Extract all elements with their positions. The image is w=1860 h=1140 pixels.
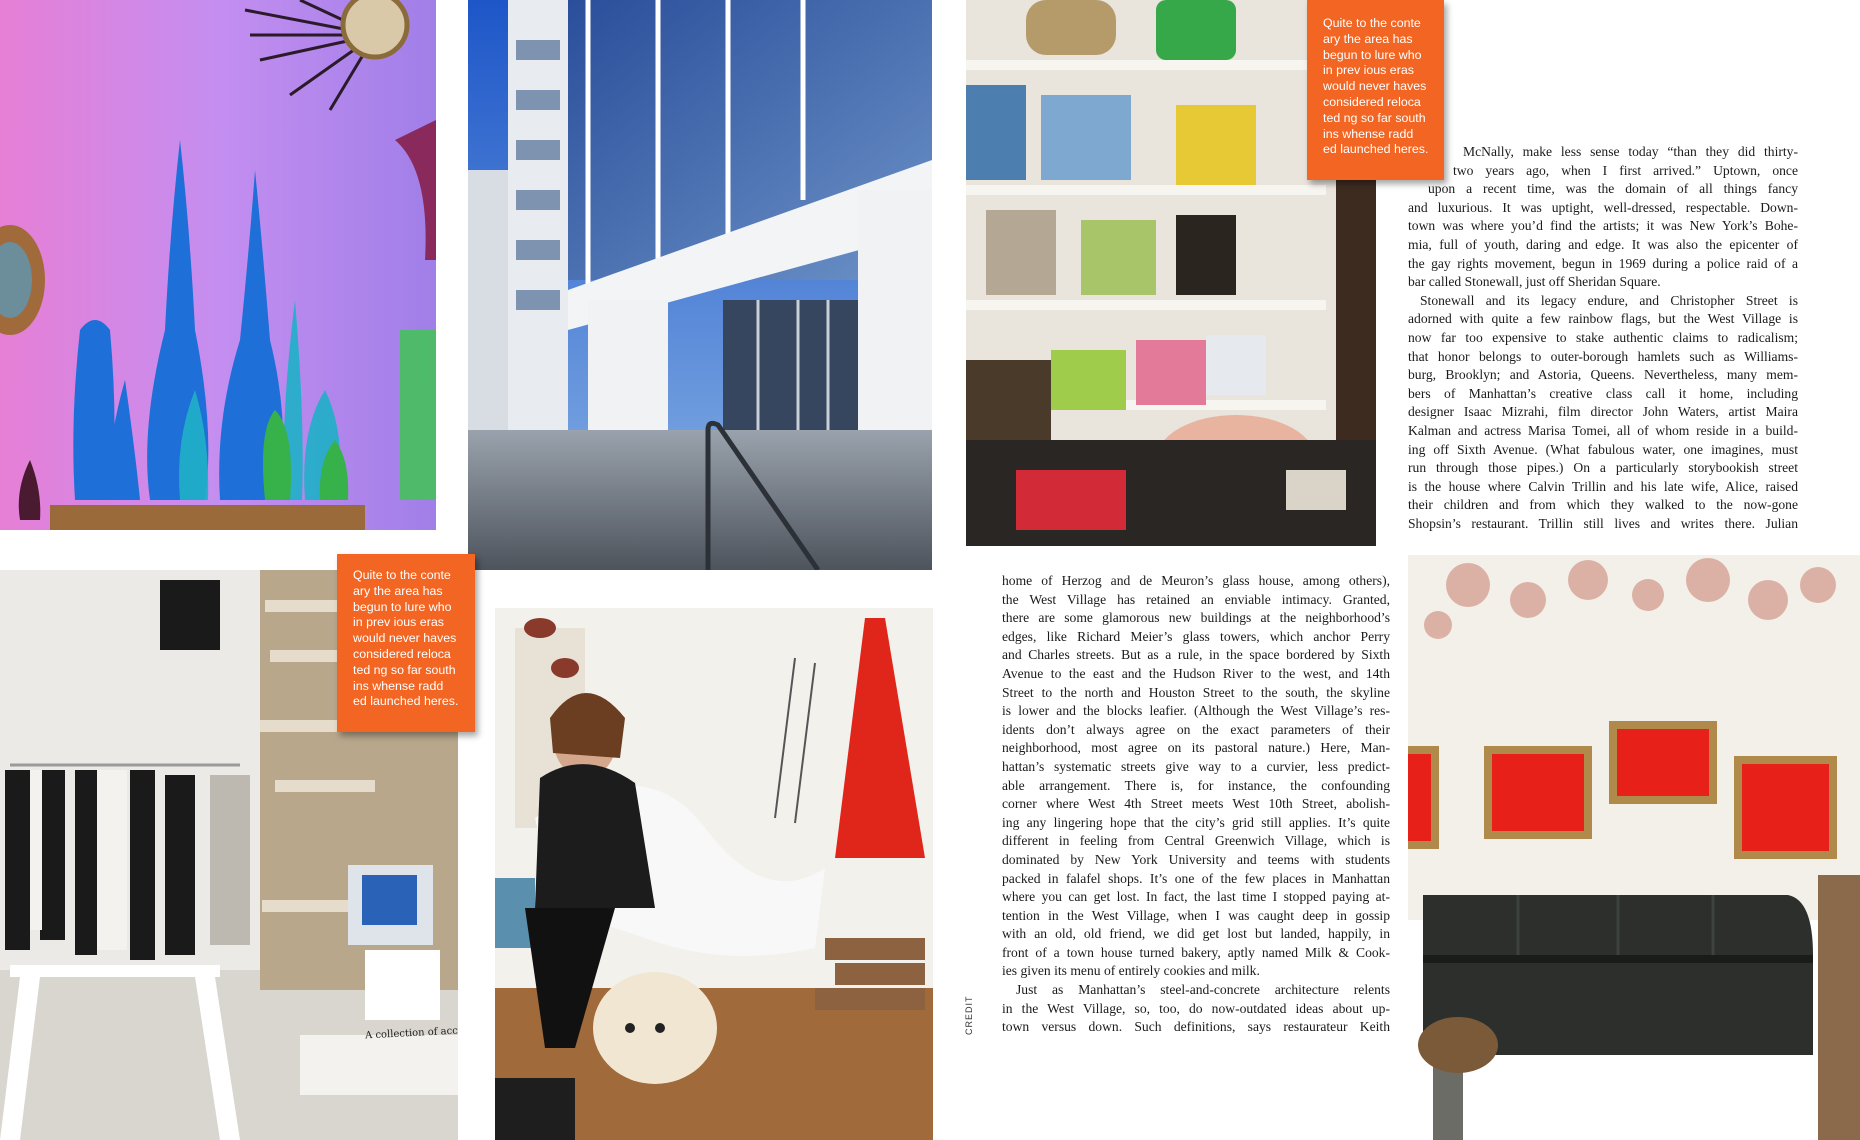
text-line: Stonewall and its legacy endure, and Christopher Street is [1420,292,1798,308]
text-line: hattan’s systematic streets give way to a curvier, less predict- [1002,758,1390,774]
text-line: upon a recent time, was the domain of all things fancy [1428,181,1798,197]
text-line: corner where West 4th Street meets West 10th Street, abolish- [1002,796,1390,812]
pull-quote-line: begun to lure who [1323,47,1422,62]
text-line: bar called Stonewall, just off Sheridan Square. [1408,274,1661,290]
text-line: there are some glamorous new buildings at the neighborhood’s [1002,610,1390,626]
article-column-right [1408,143,1798,533]
text-line: Street to the north and Houston Street to the south, the skyline [1002,684,1390,700]
pull-quote-line: considered reloca [353,646,451,661]
text-line: the gay rights movement, begun in 1969 during a police raid of a [1408,255,1798,271]
text-line: run through those pipes.) On a particularly storybookish street [1408,460,1798,476]
text-line: different in feeling from Central Greenwich Village, which is [1002,833,1390,849]
text-line: dominated by New York University and teems with students [1002,851,1390,867]
text-line: in the West Village, so, too, do now-outdated ideas about up- [1002,1000,1390,1016]
text-line: now far too expensive to stake authentic claims to radicalism; [1408,329,1798,345]
text-line: home of Herzog and de Meuron’s glass house, among others), [1002,573,1390,588]
photo-glass-bottles [0,0,436,530]
text-line: Kalman and actress Marisa Tomei, all of whom reside in a build- [1408,422,1798,438]
article-column-middle [1002,572,1390,1037]
pull-quote-line: ary the area has [353,583,443,598]
text-line: neighborhood, most agree on its pastoral nature.) Here, Man- [1002,740,1390,756]
photo-shoe-boutique [1408,555,1860,1140]
text-line: town was where you’d find the artists; it was New York’s Bohe- [1408,218,1798,234]
text-line: is lower and the blocks leafier. (Although the West Village’s res- [1002,703,1390,719]
text-line: designer Isaac Mizrahi, film director John Waters, artist Maira [1408,404,1798,420]
text-line: ies given its menu of entirely cookies and milk. [1002,963,1260,979]
pull-quote-line: begun to lure who [353,599,452,614]
text-line: where you can get lost. In fact, the last time I stopped paying at- [1002,889,1390,905]
text-line: is the house where Calvin Trillin and his late wife, Alice, raised [1408,478,1798,494]
text-line: ing any lingering hope that the city’s grid still applies. It’s quite [1002,814,1390,830]
text-line: idents don’t always agree on the exact parameters of their [1002,721,1390,737]
text-line: tention in the West Village, when I was caught deep in gossip [1002,907,1390,923]
text-line: adorned with quite a few rainbow flags, but the West Village is [1408,311,1798,327]
text-line: bers of Manhattan’s creative class call it home, including [1408,385,1798,401]
text-line: Shopsin’s restaurant. Trillin still lives and writes there. Julian [1408,515,1798,531]
photo-credit-label: CREDIT [964,995,974,1035]
pull-quote-line: ed launched heres. [1323,142,1429,157]
pull-quote-line: ins whense radd [1323,126,1414,141]
pull-quote-line: would never haves [1323,79,1427,94]
pull-quote-line: in prev ious eras [1323,63,1414,78]
pull-quote-line: Quite to the conte [353,568,451,582]
text-line: burg, Brooklyn; and Astoria, Queens. Nevertheless, many mem- [1408,367,1798,383]
text-line: edges, like Richard Meier’s glass towers, which anchor Perry [1002,628,1390,644]
pull-quote-callout [337,554,475,732]
text-line: two years ago, when I first arrived.” Uptown, once [1453,162,1798,178]
text-line: packed in falafel shops. It’s one of the few places in Manhattan [1002,870,1390,886]
pull-quote-line: ary the area has [1323,31,1413,46]
pull-quote-line: in prev ious eras [353,615,444,630]
text-line: with an old, old friend, we did get lost but landed, happily, in [1002,926,1390,942]
text-line: ing off Sixth Avenue. (What fabulous water, one imagines, must [1408,441,1798,457]
pull-quote-line: ed launched heres. [353,694,459,709]
pull-quote-line: ins whense radd [353,678,444,693]
pull-quote-line: ted ng so far south [353,662,456,677]
text-line: the West Village has retained an enviable intimacy. Granted, [1002,591,1390,607]
text-line: town versus down. Such definitions, says restaurateur Keith [1002,1019,1390,1035]
text-line: front of a town house turned bakery, aptly named Milk & Cook- [1002,944,1390,960]
text-line: and luxurious. It was uptight, well-dressed, respectable. Down- [1408,199,1798,215]
box-label: A collection of acc [364,1025,459,1042]
pull-quote-line: would never haves [353,631,457,646]
pull-quote-line: considered reloca [1323,94,1421,109]
text-line: Avenue to the east and the Hudson River to the west, and 14th [1002,665,1390,681]
pull-quote-line: Quite to the conte [1323,16,1421,30]
text-line: that honor belongs to outer-borough hamlets such as Williams- [1408,348,1798,364]
photo-glass-building [468,0,932,570]
photo-woman-with-dog [495,608,933,1140]
text-line: and Charles streets. But as a rule, in the space bordered by Sixth [1002,647,1390,663]
text-line: mia, full of youth, daring and edge. It was also the epicenter of [1408,236,1798,252]
text-line: Just as Manhattan’s steel-and-concrete architecture relents [1016,982,1390,998]
pull-quote-line: ted ng so far south [1323,110,1426,125]
text-line: their children and from which they walked to the now-gone [1408,497,1798,513]
text-line: McNally, make less sense today “than they did thirty- [1463,144,1798,159]
text-line: able arrangement. There is, for instance, the confounding [1002,777,1390,793]
